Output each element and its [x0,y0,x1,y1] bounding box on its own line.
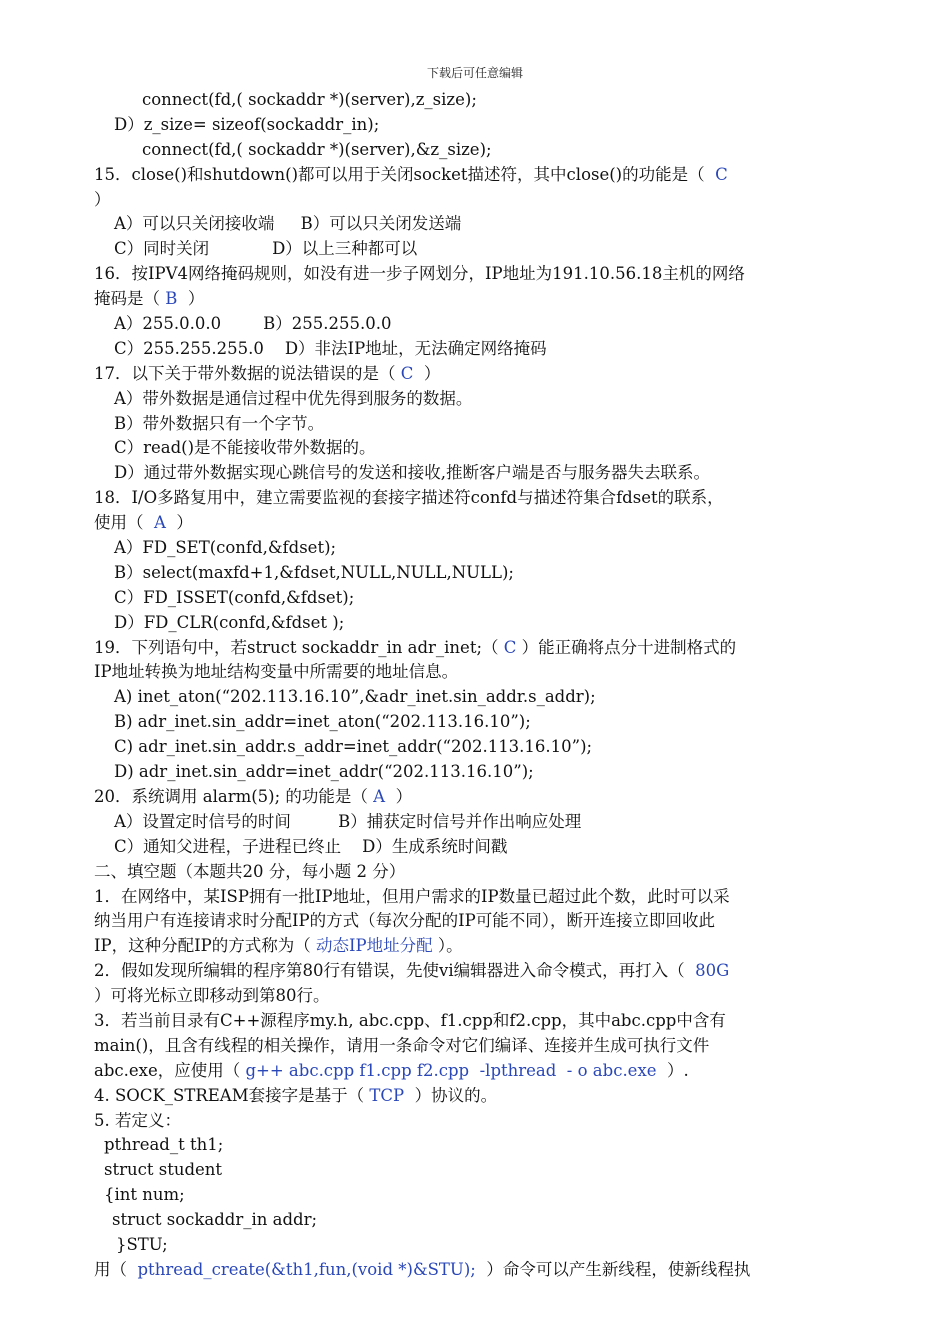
line-text: pthread_t th1; [104,1135,224,1155]
line-text: 纳当用户有连接请求时分配IP的方式（每次分配的IP可能不同），断开连接立即回收此 [94,911,715,931]
text-line [94,1208,854,1233]
text-line [94,785,854,810]
line-text: C）同时关闭 D）以上三种都可以 [114,239,418,259]
line-text: B）带外数据只有一个字节。 [114,413,325,433]
line-text: 使用（ [94,513,154,533]
text-line [94,984,854,1009]
line-text: 二、填空题（本题共20 分，每小题 2 分） [94,861,406,881]
text-line [94,860,854,885]
answer-text: C [503,637,517,657]
line-text: 18．I/O多路复用中，建立需要监视的套接字描述符confd与描述符集合fdset的联系， [94,488,724,508]
text-line [94,885,854,910]
line-text: ）命令可以产生新线程，使新线程执 [475,1259,751,1279]
text-line [94,362,854,387]
text-line [94,760,854,785]
text-line [94,1158,854,1183]
text-line [94,1009,854,1034]
text-line [94,835,854,860]
line-text: ） [165,513,193,533]
line-text: ） [413,363,441,383]
answer-text: C [715,164,728,184]
text-line [94,212,854,237]
answer-text: g++ abc.cpp f1.cpp f2.cpp -lpthread - o abc.exe [245,1060,657,1080]
line-text: 17．以下关于带外数据的说法错误的是（ [94,363,401,383]
line-text: 3．若当前目录有C++源程序my.h, abc.cpp、f1.cpp和f2.cpp，其中abc.cpp中含有 [94,1010,726,1030]
line-text: ）协议的。 [404,1085,498,1105]
text-line [94,959,854,984]
line-text: 用（ [94,1259,138,1279]
text-line [94,312,854,337]
line-text: struct sockaddr_in addr; [112,1210,318,1230]
text-line [94,685,854,710]
text-line [94,113,854,138]
line-text: A）可以只关闭接收端 B）可以只关闭发送端 [114,214,462,234]
document-body [94,88,854,1283]
text-line [94,387,854,412]
text-line [94,486,854,511]
line-text: C）255.255.255.0 D）非法IP地址，无法确定网络掩码 [114,338,547,358]
text-line [94,660,854,685]
answer-text: A [154,513,166,533]
text-line [94,1133,854,1158]
text-line [94,1084,854,1109]
line-text: C）read()是不能接收带外数据的。 [114,438,376,458]
line-text: 2．假如发现所编辑的程序第80行有错误，先使vi编辑器进入命令模式，再打入（ [94,961,696,981]
text-line [94,1233,854,1258]
line-text: main()，且含有线程的相关操作，请用一条命令对它们编译、连接并生成可执行文件 [94,1035,710,1055]
text-line [94,1258,854,1283]
line-text: 1．在网络中，某ISP拥有一批IP地址，但用户需求的IP数量已超过此个数，此时可以采 [94,886,730,906]
line-text: 4. SOCK_STREAM套接字是基于（ [94,1085,370,1105]
line-text: D) adr_inet.sin_addr=inet_addr(“202.113.16.10”); [114,762,534,782]
text-line [94,88,854,113]
line-text: D）z_size= sizeof(sockaddr_in); [114,114,380,134]
line-text: struct student [104,1160,223,1180]
answer-text: B [165,289,178,309]
text-line [94,188,854,213]
page-header: 下载后可任意编辑 [426,66,523,80]
line-text: 15．close()和shutdown()都可以用于关闭socket描述符，其中close()的功能是（ [94,164,716,184]
line-text: }STU; [116,1234,168,1254]
text-line [94,1059,854,1084]
line-text: D）FD_CLR(confd,&fdset ); [114,612,345,632]
line-text: ）能正确将点分十进制格式的 [516,637,737,657]
text-line [94,1109,854,1134]
line-text: ） [94,189,111,209]
text-line [94,934,854,959]
line-text: B）select(maxfd+1,&fdset,NULL,NULL,NULL); [114,562,514,582]
line-text: C）通知父进程，子进程已终止 D）生成系统时间戳 [114,836,508,856]
text-line [94,436,854,461]
line-text: 20．系统调用 alarm(5); 的功能是（ [94,786,374,806]
text-line [94,237,854,262]
answer-text: 80G [695,961,730,981]
text-line [94,1034,854,1059]
text-line [94,412,854,437]
text-line [94,536,854,561]
line-text: connect(fd,( sockaddr *)(server),&z_size); [142,139,492,159]
text-line [94,611,854,636]
text-line [94,337,854,362]
text-line [94,287,854,312]
text-line [94,1183,854,1208]
text-line [94,636,854,661]
text-line [94,735,854,760]
answer-text: A [373,786,386,806]
line-text: ）. [656,1060,689,1080]
line-text: connect(fd,( sockaddr *)(server),z_size); [142,90,477,109]
line-text: A) inet_aton(“202.113.16.10”,&adr_inet.sin_addr.s_addr); [114,687,596,707]
line-text: D）通过带外数据实现心跳信号的发送和接收,推断客户端是否与服务器失去联系。 [114,463,710,483]
answer-text: 动态IP地址分配 [316,936,433,956]
text-line [94,511,854,536]
text-line [94,561,854,586]
text-line [94,810,854,835]
line-text: 16．按IPV4网络掩码规则，如没有进一步子网划分，IP地址为191.10.56.18主机的网络 [94,264,745,284]
line-text: IP地址转换为地址结构变量中所需要的地址信息。 [94,662,459,682]
text-line [94,461,854,486]
line-text: A）FD_SET(confd,&fdset); [114,538,337,558]
line-text: ） [177,289,205,309]
answer-text: C [400,363,414,383]
line-text: B) adr_inet.sin_addr=inet_aton(“202.113.16.10”); [114,712,531,732]
line-text: A）带外数据是通信过程中优先得到服务的数据。 [114,388,473,408]
line-text: abc.exe，应使用（ [94,1060,246,1080]
text-line [94,262,854,287]
line-text: 掩码是（ [94,289,166,309]
line-text: A）255.0.0.0 B）255.255.0.0 [114,314,392,334]
line-text: {int num; [104,1185,185,1205]
line-text: ）可将光标立即移动到第80行。 [94,986,330,1006]
text-line [94,586,854,611]
line-text: A）设置定时信号的时间 B）捕获定时信号并作出响应处理 [114,811,582,831]
line-text: ） [385,786,413,806]
line-text: ）。 [432,936,463,956]
line-text: 19．下列语句中，若struct sockaddr_in adr_inet;（ [94,637,504,657]
answer-text: pthread_create(&th1,fun,(void *)&STU); [137,1259,476,1279]
line-text: C) adr_inet.sin_addr.s_addr=inet_addr(“202.113.16.10”); [114,737,593,757]
text-line [94,909,854,934]
line-text: IP，这种分配IP的方式称为（ [94,936,316,956]
line-text: 5. 若定义： [94,1110,181,1130]
text-line [94,710,854,735]
text-line [94,163,854,188]
text-line [94,138,854,163]
answer-text: TCP [369,1085,405,1105]
line-text: C）FD_ISSET(confd,&fdset); [114,587,355,607]
